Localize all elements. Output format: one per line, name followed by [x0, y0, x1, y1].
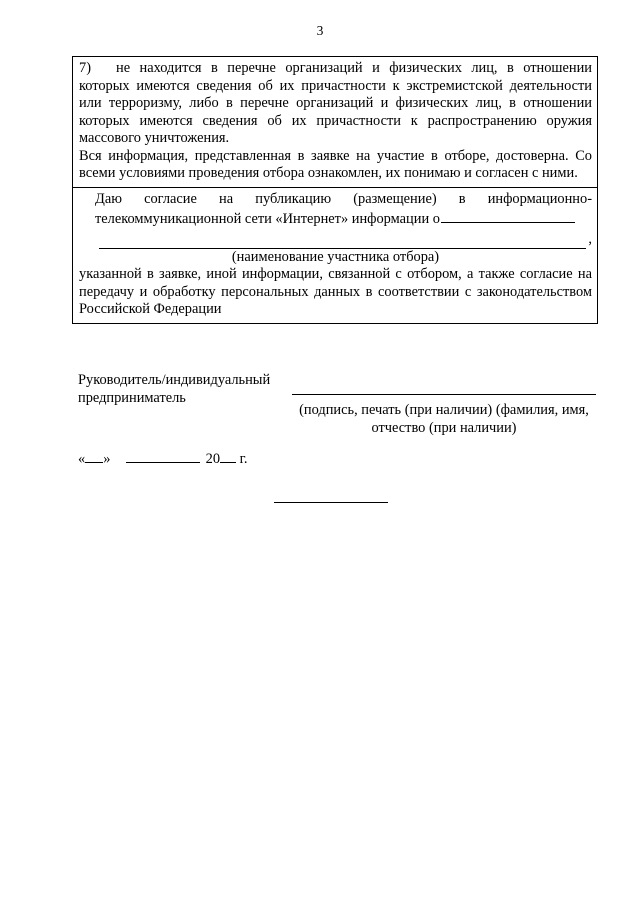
date-year-prefix: 20 — [205, 451, 221, 467]
item-7-number: 7) — [79, 60, 91, 76]
consent-text-end: указанной в заявке, иной информации, связанной с отбором, а также согласие на передачу и обработку персональных данных в соответствии с законодательством Российской Федерации — [79, 266, 592, 317]
participant-info-blank[interactable] — [441, 208, 575, 223]
page-number: 3 — [316, 23, 324, 38]
date-year-suffix: г. — [239, 451, 248, 467]
item-7-cell — [73, 57, 597, 187]
date-month-blank[interactable] — [126, 448, 200, 463]
date-day-blank[interactable] — [85, 448, 103, 463]
signature-caption: (подпись, печать (при наличии) (фамилия, имя, отчество (при наличии) — [299, 402, 589, 436]
consent-text-start — [79, 191, 592, 229]
declaration-text: Вся информация, представленная в заявке на участие в отборе, достоверна. Со всеми условиями проведения отбора ознакомлен, их понимаю и согласен с ними. — [79, 147, 592, 181]
consent-cell — [73, 187, 597, 323]
application-form-table — [72, 56, 598, 324]
participant-line-comma: , — [588, 231, 592, 247]
date-year-blank[interactable] — [220, 448, 236, 463]
participant-name-line-row — [79, 229, 592, 249]
date-line — [78, 448, 248, 469]
participant-name-caption: (наименование участника отбора) — [231, 248, 440, 265]
consent-text-start-label: Даю согласие на публикацию (размещение) в информационно-телекоммуникационной сети «Интернет» информации о — [95, 190, 592, 227]
item-7-text: не находится в перечне организаций и физических лиц, в отношении которых имеются сведения об их причастности к экстремистской деятельности или терроризму, либо в перечне организаций и физических лиц, в отношении которых имеются сведения об их причастности к распространению оружия массового уничтожения. — [79, 60, 592, 146]
signature-line[interactable] — [292, 394, 596, 395]
date-close-quote: » — [103, 451, 111, 467]
participant-name-blank[interactable] — [99, 234, 586, 249]
end-of-document-rule — [274, 502, 388, 503]
signature-role-label: Руководитель/индивидуальный предприниматель — [78, 372, 271, 406]
date-open-quote: « — [78, 451, 86, 467]
